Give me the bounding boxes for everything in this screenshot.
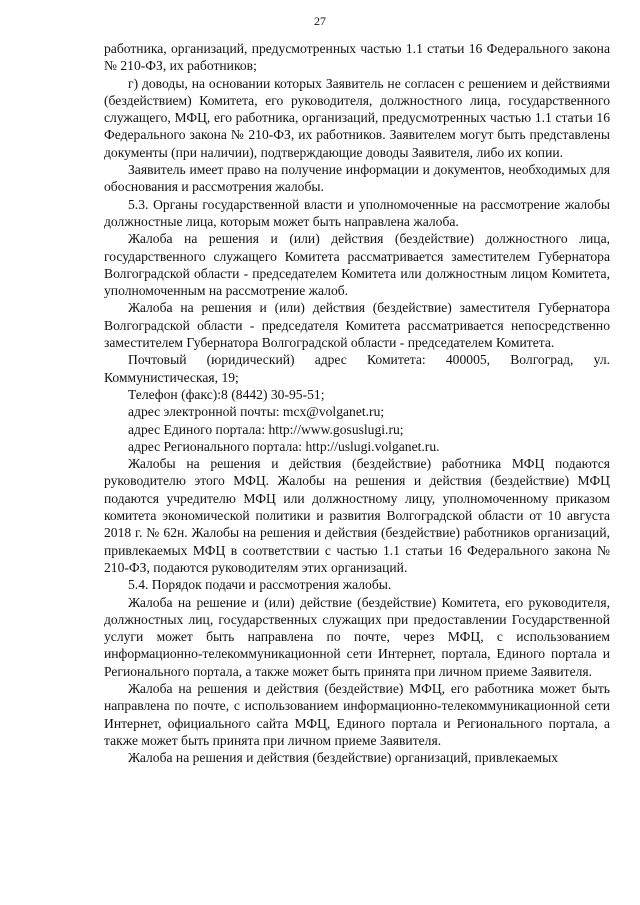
paragraph-postal-address: Почтовый (юридический) адрес Комитета: 400005, Волгоград, ул. Коммунистическая, 19; [104,352,610,385]
contact-regional-portal: адрес Регионального портала: http://uslugi.volganet.ru. [128,438,440,454]
paragraph-submission-mfc: Жалоба на решения и действия (бездействие) МФЦ, его работника может быть направлена по почте, с использованием информационно-телекоммуникационной сети Интернет, официального сайта МФЦ, Единого портала и Регионального портала, а также может быть принята при личном приеме Заявителя. [104,680,610,748]
section-5-3-heading: 5.3. Органы государственной власти и уполномоченные на рассмотрение жалобы должностные лица, которым может быть направлена жалоба. [104,196,610,229]
paragraph-complaint-official: Жалоба на решения и (или) действия (бездействие) должностного лица, государственного служащего Комитета рассматривается заместителем Губернатора Волгоградской области - председателем Комитета или должностным лицом Комитета, уполномоченным на рассмотрение жалоб. [104,231,610,299]
paragraph-applicant-rights: Заявитель имеет право на получение информации и документов, необходимых для обоснования и рассмотрения жалобы. [104,162,610,195]
paragraph-continuation: работника, организаций, предусмотренных частью 1.1 статьи 16 Федерального закона № 210-ФЗ, их работников; [104,41,610,74]
page-number: 27 [314,14,326,28]
paragraph-arguments: г) доводы, на основании которых Заявитель не согласен с решением и действиями (бездействием) Комитета, его руководителя, должностного лица, государственного служащего, МФЦ, его работника, организаций, предусмотренных частью 1.1 статьи 16 Федерального закона № 210-ФЗ, их работников. Заявителем могут быть представлены документы (при наличии), подтверждающие доводы Заявителя, либо их копии. [104,75,610,160]
paragraph-complaint-deputy-governor: Жалоба на решения и (или) действия (бездействие) заместителя Губернатора Волгоградской области - председателя Комитета рассматривается непосредственно заместителем Губернатора Волгоградской области - председателем Комитета. [104,300,610,351]
paragraph-submission-committee: Жалоба на решение и (или) действие (бездействие) Комитета, его руководителя, должностных лиц, государственных служащих при предоставлении Государственной услуги может быть направлена по почте, через МФЦ, с использованием информационно-телекоммуникационной сети Интернет, портала, Единого портала и Регионального портала, а также может быть принята при личном приеме Заявителя. [104,594,610,679]
paragraph-mfc-complaints: Жалобы на решения и действия (бездействие) работника МФЦ подаются руководителю этого МФЦ. Жалобы на решения и действия (бездействие) МФЦ подаются учредителю МФЦ или должностному лицу, уполномоченному приказом комитета экономической политики и развития Волгоградской области от 10 августа 2018 г. № 62н. Жалобы на решения и действия (бездействие) работников организаций, привлекаемых МФЦ в соответствии с частью 1.1 статьи 16 Федерального закона № 210-ФЗ, подаются руководителям этих организаций. [104,456,610,575]
contact-email: адрес электронной почты: mcx@volganet.ru; [128,404,385,420]
paragraph-submission-organizations: Жалоба на решения и действия (бездействие) организаций, привлекаемых [128,750,558,766]
document-body [104,40,610,766]
contact-phone: Телефон (факс):8 (8442) 30-95-51; [128,386,325,402]
section-5-4-heading: 5.4. Порядок подачи и рассмотрения жалобы. [128,577,392,593]
contact-unified-portal: адрес Единого портала: http://www.gosuslugi.ru; [128,421,404,437]
